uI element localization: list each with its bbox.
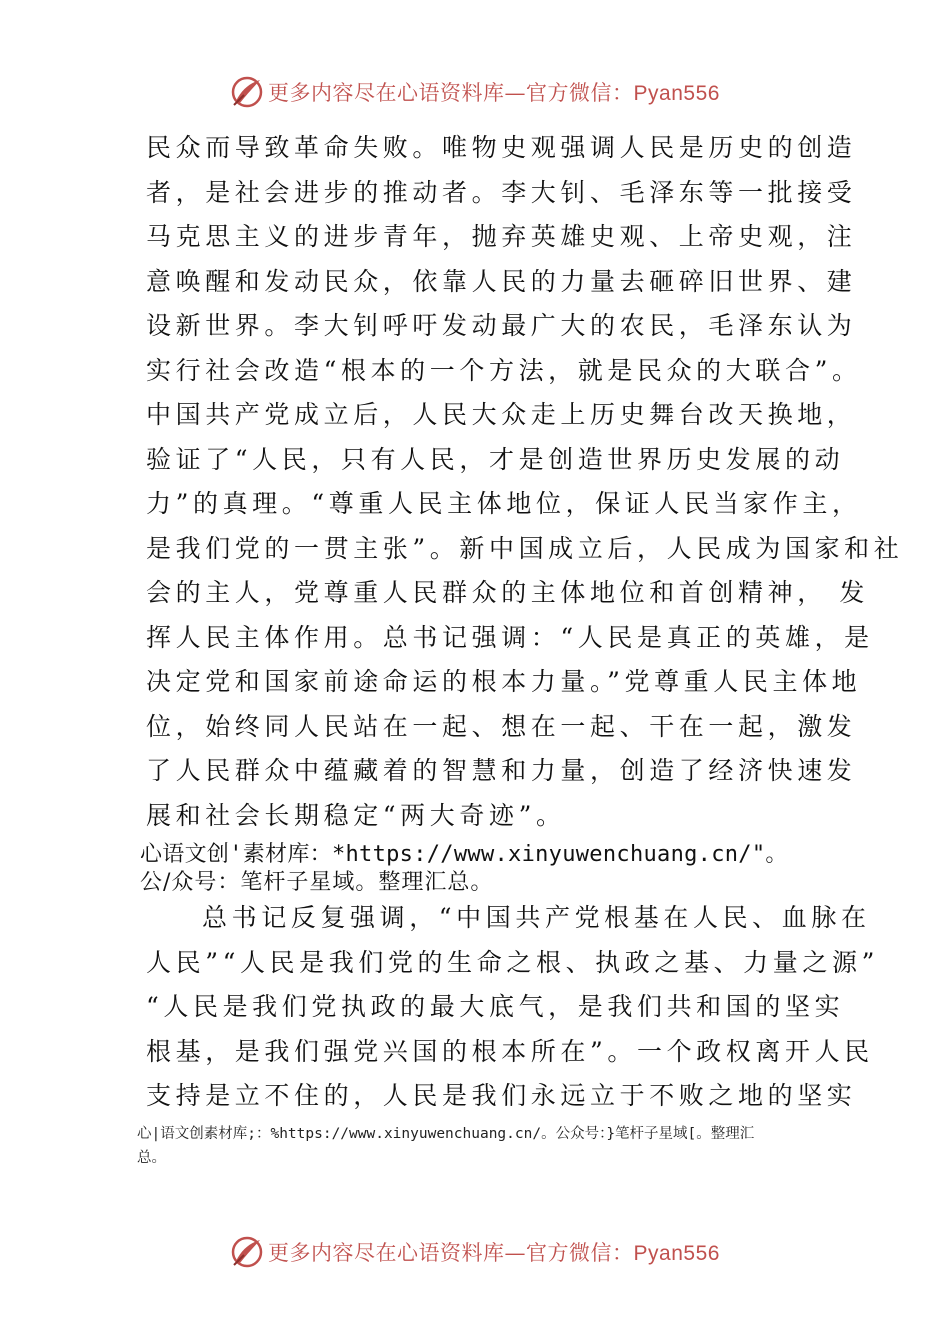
body-line: 展和社会长期稳定“两大奇迹”。 — [146, 800, 566, 830]
body-line: 根基，是我们强党兴国的根本所在”。一个政权离开人民 — [146, 1036, 874, 1066]
body-line: 会的主人，党尊重人民群众的主体地位和首创精神， 发 — [146, 578, 869, 607]
body-line: 人民”“人民是我们党的生命之根、执政之基、力量之源” — [146, 947, 879, 977]
body-line: 设新世界。李大钊呼吁发动最广大的农民，毛泽东认为 — [146, 311, 857, 340]
body-line: 验证了“人民，只有人民，才是创造世界历史发展的动 — [146, 444, 845, 474]
body-line: 中国共产党成立后，人民大众走上历史舞台改天换地， — [146, 400, 857, 429]
body-line: 决定党和国家前途命运的根本力量。”党尊重人民主体地 — [146, 667, 862, 696]
body-line: “人民是我们党执政的最大底气，是我们共和国的坚实 — [146, 992, 845, 1021]
body-line: 挥人民主体作用。总书记强调：“人民是真正的英雄，是 — [146, 622, 874, 652]
page-header — [0, 72, 950, 112]
footer-text: 更多内容尽在心语资料库—官方微信：Pyan556 — [268, 1241, 720, 1265]
page-footer — [0, 1232, 950, 1272]
body-line: 力”的真理。“尊重人民主体地位，保证人民当家作主， — [146, 489, 862, 518]
header-text: 更多内容尽在心语资料库—官方微信：Pyan556 — [268, 81, 720, 105]
feather-logo-icon — [230, 75, 264, 109]
body-paragraph-2 — [146, 896, 879, 1119]
source-note-line: 心语文创'素材库：*https://www.xinyuwenchuang.cn/"。 — [140, 842, 788, 867]
body-line: 意唤醒和发动民众，依靠人民的力量去砸碎旧世界、建 — [146, 266, 857, 296]
body-line: 实行社会改造“根本的一个方法，就是民众的大联合”。 — [146, 355, 862, 385]
small-source-note — [137, 1122, 837, 1170]
source-note-line: 公/众号：笔杆子星域。整理汇总。 — [140, 870, 494, 895]
small-note-line: 心|语文创素材库;：%https://www.xinyuwenchuang.cn/。公众号：}笔杆子星域[。整理汇 — [137, 1126, 755, 1142]
body-paragraph — [146, 126, 904, 838]
feather-logo-icon — [230, 1235, 264, 1269]
body-line: 是我们党的一贯主张”。新中国成立后，人民成为国家和社 — [146, 533, 904, 563]
body-line: 马克思主义的进步青年，抛弃英雄史观、上帝史观，注 — [146, 222, 857, 251]
small-note-line: 总。 — [137, 1150, 166, 1166]
body-line: 了人民群众中蕴藏着的智慧和力量，创造了经济快速发 — [146, 756, 857, 785]
body-line: 支持是立不住的，人民是我们永远立于不败之地的坚实 — [146, 1081, 857, 1110]
body-line: 者，是社会进步的推动者。李大钊、毛泽东等一批接受 — [146, 177, 857, 207]
body-line: 位，始终同人民站在一起、想在一起、干在一起，激发 — [146, 711, 857, 741]
body-line: 民众而导致革命失败。唯物史观强调人民是历史的创造 — [146, 133, 857, 162]
body-line: 总书记反复强调，“中国共产党根基在人民、血脉在 — [202, 903, 871, 932]
